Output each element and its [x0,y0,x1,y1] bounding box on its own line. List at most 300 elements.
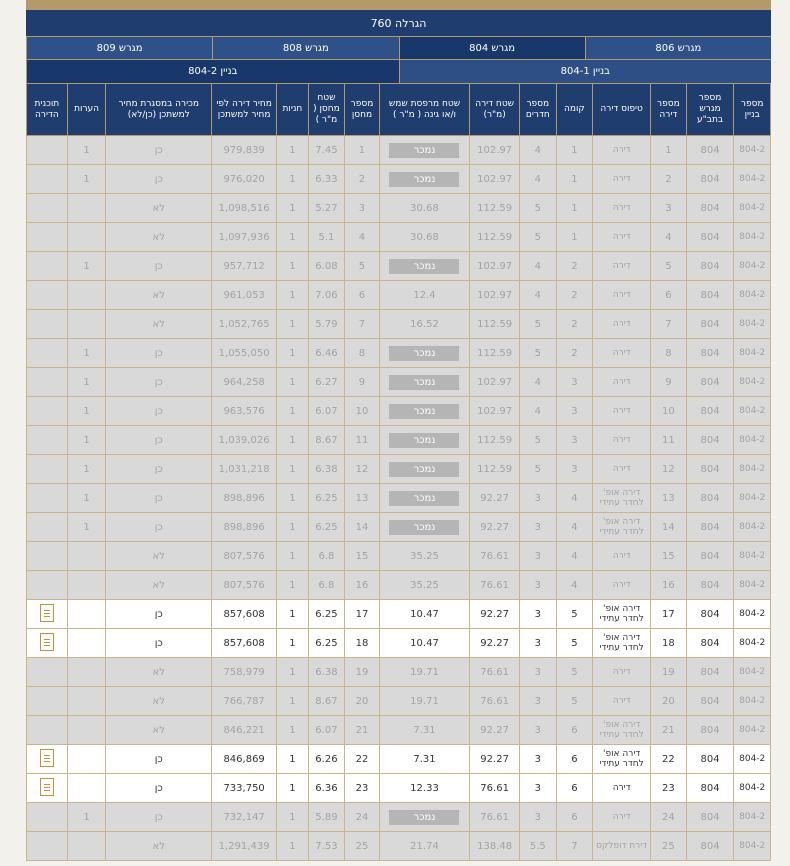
cell-storage: 6 [345,281,380,310]
cell-b: 804-2 [734,629,771,658]
cell-notes [67,716,106,745]
cell-b: 804-2 [734,600,771,629]
column-header: מספר מגרש בתב"ע [686,84,734,136]
table-row [27,774,771,803]
cell-sale: לא [106,687,212,716]
cell-floor: 2 [556,339,593,368]
cell-floor: 1 [556,136,593,165]
cell-type: דירה [593,658,651,687]
cell-type: דירה [593,687,651,716]
cell-plot: 804 [686,455,734,484]
column-header: שטח מחסן ( מ"ר ) [308,84,345,136]
cell-area: 102.97 [470,281,520,310]
cell-storage: 22 [345,745,380,774]
table-row [27,252,771,281]
cell-sarea: 8.67 [308,687,345,716]
cell-plan [27,339,68,368]
cell-notes: 1 [67,252,106,281]
cell-sale: לא [106,571,212,600]
cell-plot: 804 [686,252,734,281]
cell-price: 898,896 [212,484,277,513]
cell-area: 76.61 [470,803,520,832]
cell-storage: 5 [345,252,380,281]
cell-balcony [379,397,469,426]
cell-type: דירה [593,310,651,339]
cell-b: 804-2 [734,426,771,455]
cell-balcony [379,339,469,368]
cell-type: דירה [593,194,651,223]
cell-plan [27,687,68,716]
cell-notes: 1 [67,136,106,165]
cell-area: 112.59 [470,194,520,223]
cell-apt: 10 [651,397,687,426]
column-header: שטח דירה (מ"ר) [470,84,520,136]
cell-sale: כן [106,426,212,455]
cell-b: 804-2 [734,223,771,252]
cell-sarea: 6.26 [308,745,345,774]
cell-apt: 18 [651,629,687,658]
cell-floor: 4 [556,571,593,600]
cell-sarea: 6.46 [308,339,345,368]
cell-park: 1 [277,165,309,194]
cell-area: 102.97 [470,136,520,165]
cell-b: 804-2 [734,774,771,803]
cell-rooms: 5 [520,310,557,339]
column-header: הערות [67,84,106,136]
table-row [27,658,771,687]
cell-floor: 5 [556,600,593,629]
cell-rooms: 4 [520,252,557,281]
lottery-title: הגרלה 760 [26,10,771,37]
cell-area: 92.27 [470,484,520,513]
cell-park: 1 [277,426,309,455]
cell-area: 76.61 [470,658,520,687]
table-row [27,310,771,339]
cell-apt: 17 [651,600,687,629]
cell-notes: 1 [67,368,106,397]
cell-plot: 804 [686,223,734,252]
cell-rooms: 4 [520,281,557,310]
cell-park: 1 [277,223,309,252]
cell-balcony [379,165,469,194]
cell-plan [27,774,68,803]
cell-park: 1 [277,774,309,803]
cell-rooms: 3 [520,745,557,774]
cell-apt: 11 [651,426,687,455]
cell-plot: 804 [686,716,734,745]
sold-badge: נמכר [389,143,459,158]
cell-balcony: 21.74 [379,832,469,861]
cell-balcony [379,455,469,484]
cell-price: 857,608 [212,600,277,629]
cell-area: 76.61 [470,571,520,600]
cell-type: דירה אופ' לחדר עתידי [593,745,651,774]
cell-type: דירה [593,571,651,600]
cell-b: 804-2 [734,513,771,542]
cell-storage: 13 [345,484,380,513]
cell-sale: לא [106,658,212,687]
cell-sarea: 6.38 [308,455,345,484]
building-tabs [26,60,771,83]
table-row [27,194,771,223]
cell-notes [67,629,106,658]
cell-rooms: 5 [520,223,557,252]
cell-park: 1 [277,252,309,281]
column-header: מספר דירה [651,84,687,136]
cell-type: דירת דופלקס [593,832,651,861]
cell-price: 898,896 [212,513,277,542]
table-body [27,136,771,861]
cell-plot: 804 [686,484,734,513]
cell-area: 112.59 [470,339,520,368]
cell-apt: 5 [651,252,687,281]
cell-area: 76.61 [470,774,520,803]
tab-plot-809[interactable]: מגרש 809 [26,37,212,59]
sold-badge: נמכר [389,491,459,506]
cell-floor: 2 [556,252,593,281]
cell-floor: 7 [556,832,593,861]
cell-plot: 804 [686,513,734,542]
cell-sarea: 6.8 [308,542,345,571]
cell-apt: 22 [651,745,687,774]
pdf-file-icon[interactable] [40,749,54,767]
cell-b: 804-2 [734,281,771,310]
cell-park: 1 [277,310,309,339]
cell-sarea: 7.53 [308,832,345,861]
cell-notes [67,281,106,310]
sold-badge: נמכר [389,346,459,361]
sold-badge: נמכר [389,404,459,419]
cell-b: 804-2 [734,571,771,600]
cell-price: 857,608 [212,629,277,658]
cell-notes [67,774,106,803]
cell-sale: כן [106,339,212,368]
cell-storage: 23 [345,774,380,803]
cell-park: 1 [277,368,309,397]
column-header: מספר מחסן [345,84,380,136]
cell-apt: 19 [651,658,687,687]
table-row [27,832,771,861]
cell-type: דירה [593,803,651,832]
cell-sale: כן [106,513,212,542]
cell-plot: 804 [686,194,734,223]
cell-storage: 9 [345,368,380,397]
cell-b: 804-2 [734,194,771,223]
cell-area: 138.48 [470,832,520,861]
cell-plot: 804 [686,687,734,716]
pdf-file-icon[interactable] [40,633,54,651]
cell-plan [27,223,68,252]
cell-type: דירה אופ' לחדר עתידי [593,484,651,513]
cell-sale: כן [106,397,212,426]
cell-price: 976,020 [212,165,277,194]
cell-rooms: 5 [520,339,557,368]
cell-price: 733,750 [212,774,277,803]
cell-type: דירה [593,339,651,368]
cell-plan [27,136,68,165]
cell-sarea: 6.27 [308,368,345,397]
cell-notes: 1 [67,455,106,484]
cell-apt: 13 [651,484,687,513]
cell-park: 1 [277,745,309,774]
cell-sarea: 6.25 [308,600,345,629]
cell-apt: 20 [651,687,687,716]
cell-plot: 804 [686,774,734,803]
cell-plot: 804 [686,600,734,629]
cell-balcony: 7.31 [379,745,469,774]
cell-storage: 20 [345,687,380,716]
pdf-file-icon[interactable] [40,778,54,796]
cell-plot: 804 [686,310,734,339]
cell-apt: 8 [651,339,687,368]
cell-floor: 6 [556,774,593,803]
cell-price: 766,787 [212,687,277,716]
table-row [27,223,771,252]
cell-rooms: 3 [520,774,557,803]
cell-park: 1 [277,281,309,310]
column-header: מספר חדרים [520,84,557,136]
cell-sarea: 6.8 [308,571,345,600]
cell-b: 804-2 [734,716,771,745]
cell-apt: 9 [651,368,687,397]
tab-building-804-2[interactable]: בניין 804-2 [26,60,399,83]
cell-price: 1,098,516 [212,194,277,223]
cell-price: 846,221 [212,716,277,745]
cell-b: 804-2 [734,745,771,774]
cell-type: דירה אופ' לחדר עתידי [593,716,651,745]
cell-plan [27,368,68,397]
cell-plot: 804 [686,368,734,397]
cell-plan [27,716,68,745]
cell-sarea: 7.06 [308,281,345,310]
cell-floor: 4 [556,484,593,513]
cell-floor: 1 [556,194,593,223]
cell-type: דירה [593,397,651,426]
cell-plan [27,600,68,629]
cell-notes [67,310,106,339]
cell-storage: 8 [345,339,380,368]
column-header: שטח מרפסת שמש ו/או גינה ( מ"ר ) [379,84,469,136]
table-row [27,165,771,194]
cell-sarea: 6.38 [308,658,345,687]
cell-rooms: 4 [520,368,557,397]
cell-balcony [379,484,469,513]
cell-storage: 16 [345,571,380,600]
cell-apt: 7 [651,310,687,339]
cell-plot: 804 [686,426,734,455]
cell-rooms: 3 [520,571,557,600]
tab-plot-806[interactable]: מגרש 806 [585,37,771,59]
cell-rooms: 3 [520,716,557,745]
cell-balcony: 10.47 [379,600,469,629]
cell-floor: 4 [556,513,593,542]
cell-storage: 10 [345,397,380,426]
cell-balcony: 19.71 [379,658,469,687]
tab-building-804-1[interactable]: בניין 804-1 [399,60,772,83]
cell-sale: לא [106,542,212,571]
cell-type: דירה [593,368,651,397]
table-header-row [27,84,771,136]
cell-floor: 2 [556,281,593,310]
cell-plot: 804 [686,136,734,165]
cell-sarea: 8.67 [308,426,345,455]
cell-park: 1 [277,455,309,484]
cell-price: 846,869 [212,745,277,774]
cell-plot: 804 [686,629,734,658]
cell-rooms: 5 [520,194,557,223]
table-row [27,716,771,745]
cell-balcony: 35.25 [379,542,469,571]
table-row [27,281,771,310]
cell-balcony: 30.68 [379,223,469,252]
cell-balcony: 35.25 [379,571,469,600]
cell-storage: 7 [345,310,380,339]
cell-price: 1,055,050 [212,339,277,368]
cell-plot: 804 [686,803,734,832]
cell-apt: 15 [651,542,687,571]
column-header: מכירה במסגרת מחיר למשתכן (כן/לא) [106,84,212,136]
table-row [27,368,771,397]
cell-area: 92.27 [470,745,520,774]
cell-park: 1 [277,484,309,513]
table-row [27,397,771,426]
table-row [27,426,771,455]
cell-area: 92.27 [470,716,520,745]
cell-storage: 4 [345,223,380,252]
cell-apt: 3 [651,194,687,223]
cell-b: 804-2 [734,165,771,194]
table-row [27,513,771,542]
plot-tabs [26,37,771,60]
column-header: חניות [277,84,309,136]
cell-sale: כן [106,600,212,629]
cell-price: 1,097,936 [212,223,277,252]
cell-sarea: 6.08 [308,252,345,281]
table-row [27,339,771,368]
cell-floor: 6 [556,745,593,774]
cell-park: 1 [277,136,309,165]
cell-notes [67,542,106,571]
cell-notes: 1 [67,339,106,368]
apartments-table [26,83,771,861]
cell-b: 804-2 [734,136,771,165]
cell-sarea: 6.07 [308,716,345,745]
cell-notes: 1 [67,165,106,194]
cell-floor: 3 [556,368,593,397]
cell-floor: 1 [556,223,593,252]
cell-notes: 1 [67,426,106,455]
cell-park: 1 [277,339,309,368]
cell-area: 102.97 [470,165,520,194]
cell-plan [27,281,68,310]
cell-floor: 6 [556,716,593,745]
tab-plot-808[interactable]: מגרש 808 [212,37,398,59]
cell-notes: 1 [67,803,106,832]
cell-sarea: 5.79 [308,310,345,339]
sold-badge: נמכר [389,810,459,825]
cell-park: 1 [277,397,309,426]
tab-plot-804[interactable]: מגרש 804 [399,37,585,59]
cell-sale: כן [106,455,212,484]
cell-plot: 804 [686,397,734,426]
cell-rooms: 5 [520,426,557,455]
cell-sarea: 5.1 [308,223,345,252]
cell-sarea: 6.07 [308,397,345,426]
sold-badge: נמכר [389,520,459,535]
cell-park: 1 [277,832,309,861]
cell-balcony [379,513,469,542]
cell-storage: 15 [345,542,380,571]
cell-apt: 4 [651,223,687,252]
sold-badge: נמכר [389,433,459,448]
cell-area: 92.27 [470,629,520,658]
cell-price: 1,039,026 [212,426,277,455]
cell-sarea: 7.45 [308,136,345,165]
cell-area: 112.59 [470,310,520,339]
table-row [27,629,771,658]
cell-park: 1 [277,803,309,832]
lottery-panel [26,0,771,861]
cell-apt: 21 [651,716,687,745]
cell-floor: 3 [556,397,593,426]
cell-area: 76.61 [470,687,520,716]
cell-type: דירה [593,223,651,252]
cell-notes [67,745,106,774]
cell-b: 804-2 [734,658,771,687]
cell-b: 804-2 [734,368,771,397]
cell-b: 804-2 [734,455,771,484]
cell-sale: כן [106,629,212,658]
cell-plan [27,513,68,542]
sold-badge: נמכר [389,462,459,477]
cell-balcony: 19.71 [379,687,469,716]
cell-price: 979,839 [212,136,277,165]
cell-sale: כן [106,803,212,832]
cell-balcony: 12.33 [379,774,469,803]
cell-notes [67,571,106,600]
cell-type: דירה [593,252,651,281]
cell-park: 1 [277,513,309,542]
cell-sarea: 6.33 [308,165,345,194]
table-row [27,455,771,484]
cell-balcony: 10.47 [379,629,469,658]
cell-price: 961,053 [212,281,277,310]
table-row [27,136,771,165]
cell-sarea: 5.27 [308,194,345,223]
cell-type: דירה [593,774,651,803]
cell-apt: 25 [651,832,687,861]
cell-plan [27,165,68,194]
cell-type: דירה אופ' לחדר עתידי [593,600,651,629]
cell-sale: כן [106,165,212,194]
table-row [27,803,771,832]
cell-storage: 11 [345,426,380,455]
cell-storage: 3 [345,194,380,223]
cell-park: 1 [277,687,309,716]
cell-plot: 804 [686,542,734,571]
cell-b: 804-2 [734,310,771,339]
cell-type: דירה אופ' לחדר עתידי [593,513,651,542]
cell-rooms: 3 [520,687,557,716]
cell-storage: 24 [345,803,380,832]
cell-type: דירה [593,165,651,194]
pdf-file-icon[interactable] [40,604,54,622]
sold-badge: נמכר [389,172,459,187]
cell-apt: 23 [651,774,687,803]
cell-sale: לא [106,716,212,745]
cell-area: 102.97 [470,397,520,426]
cell-balcony [379,426,469,455]
